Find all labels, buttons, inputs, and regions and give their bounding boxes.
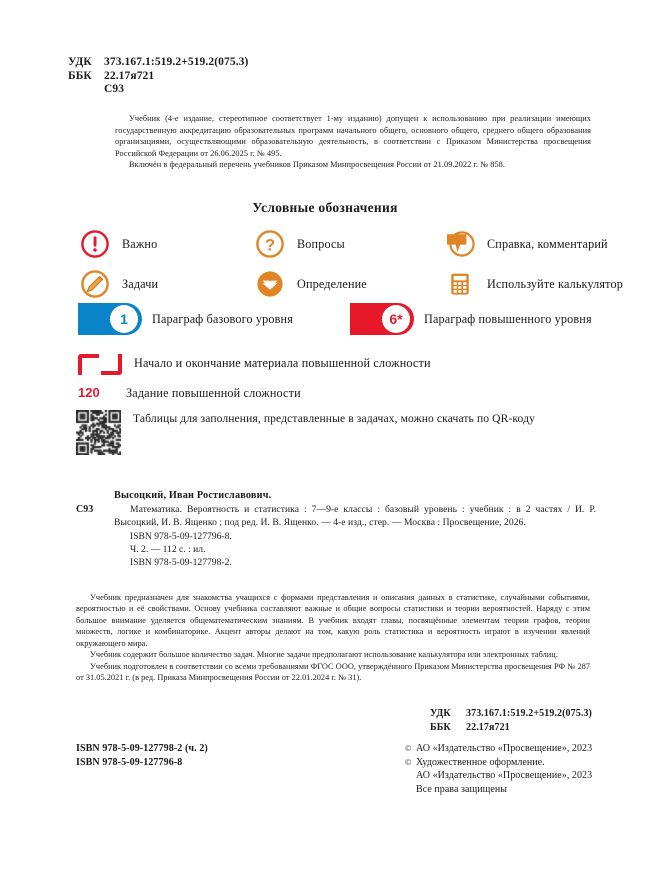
svg-text:?: ?: [264, 236, 276, 255]
classification-key: ББК: [68, 69, 92, 82]
qr-description: Таблицы для заполнения, представленные в задачах, можно скачать по QR-коду: [133, 412, 536, 425]
copyright-line: [405, 742, 592, 756]
footer-isbn-line: ISBN 978-5-09-127798-2 (ч. 2): [76, 743, 208, 754]
pencil-circle-icon: [78, 267, 112, 301]
bracket-label: Начало и окончание материала повышенной сложности: [134, 355, 431, 370]
legend-label: Определение: [297, 276, 367, 291]
speech-bubble-icon: [443, 227, 477, 261]
level-label: Параграф базового уровня: [152, 311, 293, 326]
shelf-signature: С93: [76, 504, 94, 515]
legend-row: [78, 224, 623, 264]
author-name: Высоцкий, Иван Ростиславович.: [114, 490, 272, 501]
basic-level-badge: [78, 303, 142, 335]
bibliographic-record: [76, 489, 596, 569]
legend-item-important: [78, 227, 253, 261]
level-label: Параграф повышенного уровня: [424, 311, 592, 326]
copyright-line: [405, 783, 592, 797]
advanced-level-badge: [350, 303, 414, 335]
classification-value: 373.167.1:519.2+519.2(075.3): [104, 56, 249, 68]
advanced-task-label: Задание повышенной сложности: [126, 386, 301, 400]
footer-isbn-block: [76, 742, 208, 769]
advanced-material-marker-row: [78, 353, 431, 373]
footer-classification-value: 373.167.1:519.2+519.2(075.3): [466, 708, 592, 719]
copyright-mark: [405, 783, 416, 797]
level-item-advanced: [350, 303, 592, 335]
copyright-text: Все права защищены: [416, 783, 508, 795]
part-statement: Ч. 2. — 112 с. : ил.: [130, 543, 206, 555]
annotation-paragraph-1: Учебник предназначен для знакомства учащихся с формами представления и описания данных в статистике, случайными событиями, вероятностью и её свойствами. Основу учебника составляют важные и общие вопросы статистики и теории вероятностей. Наряду с этим большое внимание уделяется общематематическим знаниям. В учебник входят главы, посвящённые элементам теории графов, теории множеств, логике и комбинаторике. Акцент авторы делают на том, какую роль статистика и вероятность играют в изучении явлений окружающего мира.: [76, 593, 590, 648]
footer-classification-key: ББК: [430, 721, 451, 733]
legend-item-questions: [253, 227, 443, 261]
advanced-level-number: 6*: [382, 305, 410, 333]
classification-key: УДК: [68, 56, 92, 68]
classification-value: 22.17я721: [104, 69, 155, 82]
isbn-set: ISBN 978-5-09-127796-8.: [130, 530, 232, 542]
legend-item-tasks: [78, 267, 253, 301]
classification-value: С93: [104, 83, 125, 96]
footer-isbn-line: ISBN 978-5-09-127796-8: [76, 756, 183, 768]
footer-classification-row: [430, 707, 592, 721]
legend-grid: [78, 224, 623, 304]
classification-row: [68, 70, 248, 84]
legend-label: Используйте калькулятор: [487, 276, 623, 291]
legend-label: Задачи: [122, 276, 159, 291]
qr-download-row: [76, 410, 576, 455]
isbn-part: ISBN 978-5-09-127798-2.: [130, 557, 232, 569]
paragraph-level-row: [78, 303, 623, 335]
footer-classification-key: УДК: [430, 708, 451, 719]
approval-note: [115, 113, 591, 171]
classification-key: [68, 83, 104, 97]
legend-row: [78, 264, 623, 304]
qr-code-icon[interactable]: [76, 410, 121, 455]
copyright-line: [405, 769, 592, 783]
annotation-paragraph-2: Учебник содержит большое количество задач. Многие задачи предполагают использование калькулятора или электронных таблиц.: [90, 650, 558, 660]
classification-block: [68, 56, 248, 97]
legend-item-reference: [443, 227, 623, 261]
copyright-text: АО «Издательство «Просвещение», 2023: [416, 770, 593, 782]
copyright-block: [405, 742, 592, 796]
copyright-mark: [405, 769, 416, 783]
bibliographic-description: Математика. Вероятность и статистика : 7—9-е классы : базовый уровень : учебник : в 2 частях / И. Р. Высоцкий, И. В. Ященко ; под ред. И. В. Ященко. — 4-е изд., стер. — Москва : Просвещение, 2026.: [114, 504, 596, 529]
approval-paragraph-2: Включён в федеральный перечень учебников Приказом Минпросвещения России от 21.09.2022 г. № 858.: [129, 160, 506, 170]
footer-classification-row: [430, 721, 592, 735]
copyright-text: АО «Издательство «Просвещение», 2023: [416, 743, 593, 754]
calculator-icon: [443, 267, 477, 301]
footer-classification-value: 22.17я721: [466, 721, 510, 733]
legend-item-definition: [253, 267, 443, 301]
legend-label: Вопросы: [297, 236, 345, 251]
advanced-task-number: 120: [78, 385, 100, 400]
copyright-line: [405, 756, 592, 770]
copyright-mark: ©: [405, 743, 412, 753]
copyright-mark: ©: [405, 756, 412, 767]
legend-item-calculator: [443, 267, 623, 301]
basic-level-number: 1: [110, 305, 138, 333]
corner-brackets-icon: [78, 353, 126, 373]
annotation-block: [76, 592, 590, 684]
classification-row: [68, 56, 248, 70]
advanced-task-marker-row: [78, 385, 301, 401]
legend-label: Важно: [122, 236, 158, 251]
footer-classification: [430, 707, 592, 734]
copyright-text: Художественное оформление.: [416, 756, 545, 768]
classification-row: [68, 83, 248, 97]
exclamation-circle-icon: [78, 227, 112, 261]
question-circle-icon: [253, 227, 287, 261]
legend-label: Справка, комментарий: [487, 236, 608, 251]
legend-title: Условные обозначения: [252, 200, 398, 215]
annotation-paragraph-3: Учебник подготовлен в соответствии со всеми требованиями ФГОС ООО, утверждённого Приказом Министерства просвещения РФ № 287 от 31.05.2021 г. (в ред. Приказа Минпросвещения России от 22.01.2024 г. № 31).: [76, 661, 590, 683]
level-item-basic: [78, 303, 350, 335]
open-book-circle-icon: [253, 267, 287, 301]
approval-paragraph-1: Учебник (4-е издание, стереотипное соответствует 1-му изданию) допущен к использованию при реализации имеющих государственную аккредитацию образовательных программ начального общего, основного общего, среднего общего образования организациями, осуществляющими образовательную деятельность, в соответствии с Приказом Министерства просвещения Российской Федерации от 26.06.2025 г. № 495.: [115, 114, 591, 158]
